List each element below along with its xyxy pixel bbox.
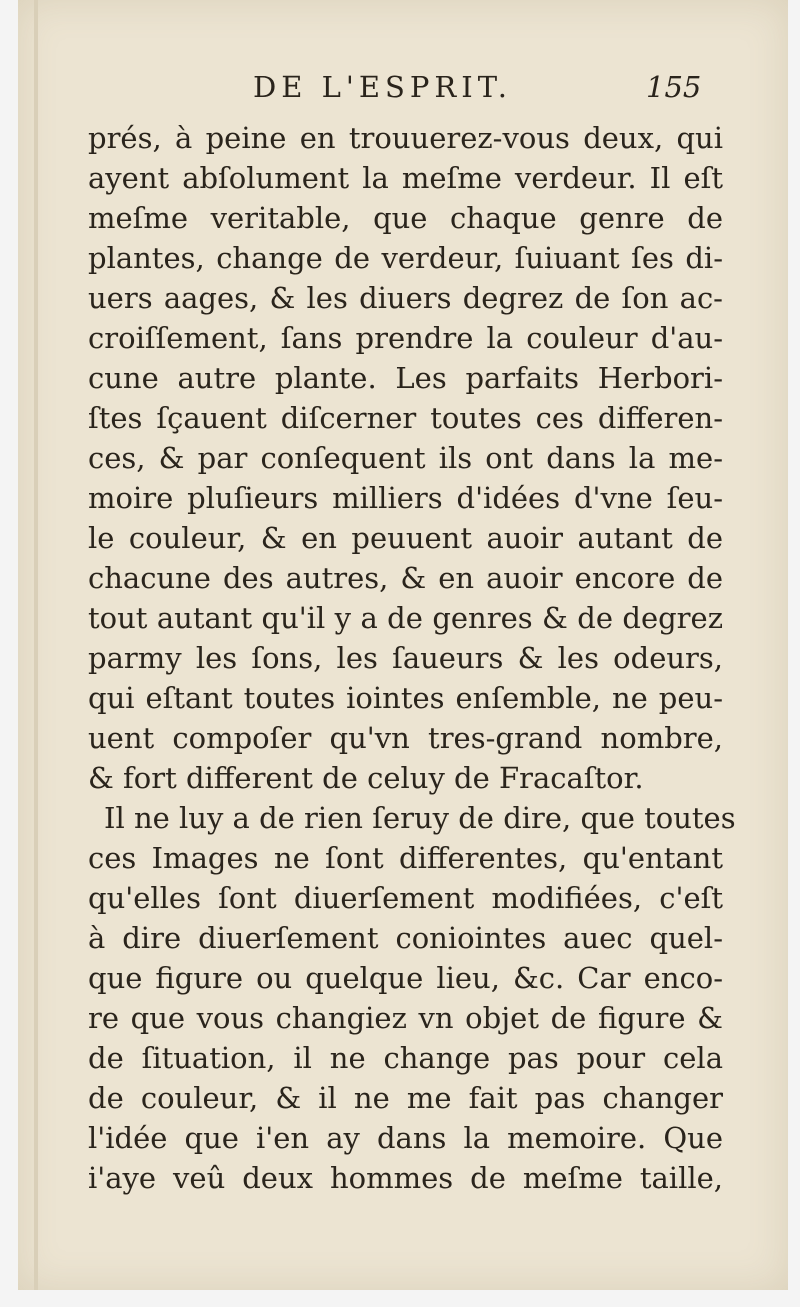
text-line: ſtes ſçauent diſcerner toutes ces differen- (88, 401, 723, 435)
text-line: à dire diuerſement coniointes auec quel- (88, 921, 723, 955)
text-line: moire pluſieurs milliers d'idées d'vne ſeu- (88, 481, 723, 515)
text-line: uent compoſer qu'vn tres-grand nombre, (88, 721, 723, 755)
text-line: Il ne luy a de rien ſeruy de dire, que toutes (104, 801, 736, 835)
text-line: que figure ou quelque lieu, &c. Car enco- (88, 961, 723, 995)
page-body (88, 118, 736, 1198)
text-line: de ſituation, il ne change pas pour cela (88, 1041, 723, 1075)
text-line: chacune des autres, & en auoir encore de (88, 561, 723, 595)
running-title: DE L'ESPRIT. (253, 70, 513, 104)
paragraph-1 (88, 118, 723, 798)
text-line: i'aye veû deux hommes de meſme taille, (88, 1161, 723, 1195)
text-line: le couleur, & en peuuent auoir autant de (88, 521, 723, 555)
text-line: qu'elles ſont diuerſement modifiées, c'eſt (88, 881, 723, 915)
text-line: l'idée que i'en ay dans la memoire. Que (88, 1121, 723, 1155)
text-line: de couleur, & il ne me fait pas changer (88, 1081, 723, 1115)
text-line: & fort different de celuy de Fracaſtor. (88, 761, 644, 795)
text-line: ces, & par conſequent ils ont dans la me- (88, 441, 723, 475)
page-header (18, 70, 788, 110)
text-line: meſme veritable, que chaque genre de (88, 201, 723, 235)
paragraph-2 (88, 798, 736, 1198)
text-line: qui eſtant toutes iointes enſemble, ne peu- (88, 681, 723, 715)
text-line: croiſſement, ſans prendre la couleur d'au- (88, 321, 723, 355)
text-line: ayent abſolument la meſme verdeur. Il eſt (88, 161, 723, 195)
text-line: prés, à peine en trouuerez-vous deux, qui (88, 121, 723, 155)
text-line: tout autant qu'il y a de genres & de degrez (88, 601, 723, 635)
book-page (18, 0, 788, 1290)
text-line: uers aages, & les diuers degrez de ſon ac- (88, 281, 723, 315)
text-line: cune autre plante. Les parfaits Herbori- (88, 361, 723, 395)
text-line: parmy les ſons, les ſaueurs & les odeurs, (88, 641, 723, 675)
page-number: 155 (646, 70, 702, 104)
text-line: ces Images ne ſont differentes, qu'entant (88, 841, 723, 875)
text-line: re que vous changiez vn objet de figure & (88, 1001, 723, 1035)
page-gutter-edge (34, 0, 38, 1290)
text-line: plantes, change de verdeur, ſuiuant ſes di- (88, 241, 723, 275)
